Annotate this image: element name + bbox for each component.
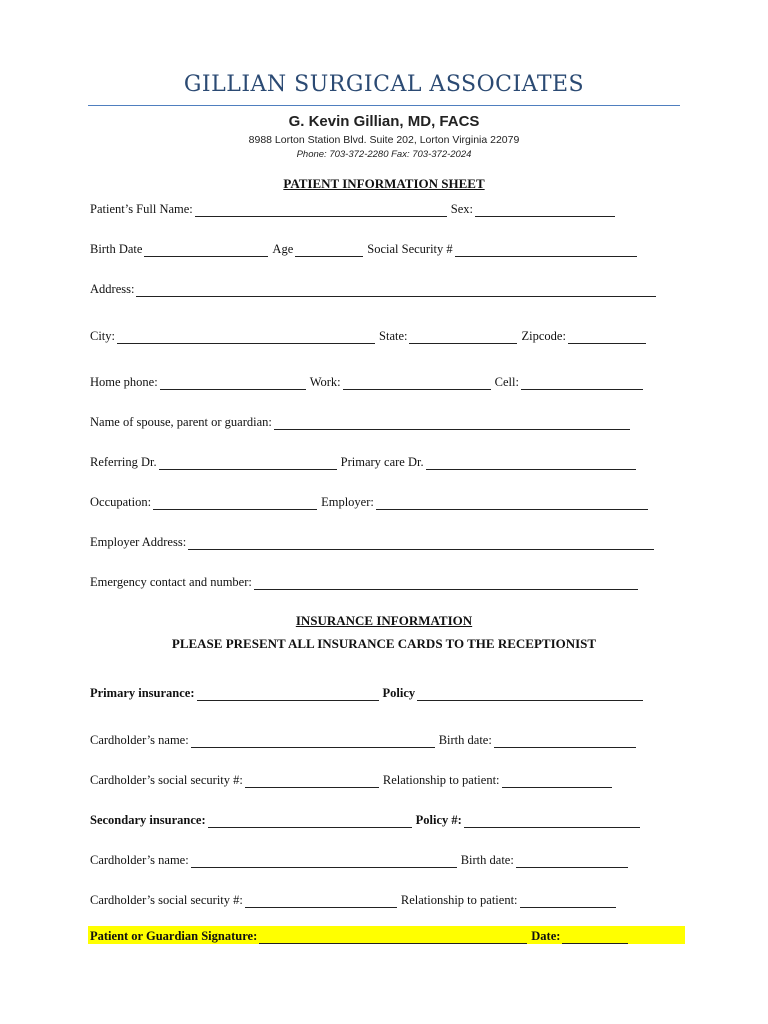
- policy-number-label: Policy #:: [415, 813, 462, 827]
- work-label: Work:: [309, 375, 341, 389]
- age-field[interactable]: [295, 244, 363, 257]
- employer-address-field[interactable]: [188, 537, 654, 550]
- row-birth-date: [90, 239, 641, 257]
- cardholder-birth-date-field[interactable]: [494, 735, 636, 748]
- home-phone-label: Home phone:: [90, 375, 158, 389]
- cardholder-birth-date-label: Birth date:: [438, 733, 492, 747]
- row-cardholder-name: [90, 730, 640, 748]
- relationship-2-field[interactable]: [520, 895, 616, 908]
- signature-label: Patient or Guardian Signature:: [90, 929, 258, 943]
- row-primary-insurance: [90, 683, 647, 701]
- spouse-field[interactable]: [274, 417, 630, 430]
- secondary-insurance-label: Secondary insurance:: [90, 813, 206, 827]
- employer-address-label: Employer Address:: [90, 535, 187, 549]
- office-address: 8988 Lorton Station Blvd. Suite 202, Lorton Virginia 22079: [248, 134, 520, 146]
- row-address: [90, 279, 660, 297]
- cardholder-ssn-field[interactable]: [245, 775, 379, 788]
- relationship-label: Relationship to patient:: [382, 773, 500, 787]
- cardholder-ssn-2-label: Cardholder’s social security #:: [90, 893, 243, 907]
- cardholder-birth-date-2-label: Birth date:: [460, 853, 514, 867]
- row-employer-address: [90, 532, 658, 550]
- home-phone-field[interactable]: [160, 377, 306, 390]
- referring-dr-field[interactable]: [159, 457, 337, 470]
- row-full-name: [90, 199, 619, 217]
- cardholder-ssn-2-field[interactable]: [245, 895, 397, 908]
- occupation-field[interactable]: [153, 497, 317, 510]
- birth-date-label: Birth Date: [90, 242, 143, 256]
- org-name: GILLIAN SURGICAL ASSOCIATES: [183, 72, 585, 97]
- relationship-2-label: Relationship to patient:: [400, 893, 518, 907]
- birth-date-field[interactable]: [144, 244, 268, 257]
- cell-phone-field[interactable]: [521, 377, 643, 390]
- row-city: [90, 326, 650, 344]
- row-phones: [90, 372, 647, 390]
- policy-field[interactable]: [417, 688, 643, 701]
- signature-field[interactable]: [259, 931, 527, 944]
- city-label: City:: [90, 329, 116, 343]
- signature-date-field[interactable]: [562, 931, 628, 944]
- signature-date-label: Date:: [531, 929, 561, 943]
- full-name-label: Patient’s Full Name:: [90, 202, 193, 216]
- phone-fax: Phone: 703-372-2280 Fax: 703-372-2024: [296, 149, 472, 160]
- policy-number-field[interactable]: [464, 815, 640, 828]
- spouse-label: Name of spouse, parent or guardian:: [90, 415, 272, 429]
- employer-label: Employer:: [321, 495, 374, 509]
- cardholder-name-field[interactable]: [191, 735, 435, 748]
- cardholder-name-2-field[interactable]: [191, 855, 457, 868]
- state-label: State:: [379, 329, 408, 343]
- secondary-insurance-field[interactable]: [208, 815, 412, 828]
- zipcode-label: Zipcode:: [521, 329, 566, 343]
- city-field[interactable]: [117, 331, 375, 344]
- relationship-field[interactable]: [502, 775, 612, 788]
- age-label: Age: [272, 242, 294, 256]
- row-cardholder-ssn-2: [90, 890, 620, 908]
- header-divider: [88, 105, 680, 106]
- row-emergency: [90, 572, 642, 590]
- address-label: Address:: [90, 282, 135, 296]
- full-name-field[interactable]: [195, 204, 447, 217]
- row-signature: [90, 926, 632, 944]
- row-cardholder-ssn: [90, 770, 616, 788]
- row-doctors: [90, 452, 640, 470]
- insurance-heading: INSURANCE INFORMATION: [295, 613, 473, 628]
- cardholder-ssn-label: Cardholder’s social security #:: [90, 773, 243, 787]
- address-field[interactable]: [136, 284, 656, 297]
- referring-dr-label: Referring Dr.: [90, 455, 157, 469]
- zipcode-field[interactable]: [568, 331, 646, 344]
- insurance-notice: PLEASE PRESENT ALL INSURANCE CARDS TO THE RECEPTIONIST: [171, 636, 597, 651]
- primary-care-label: Primary care Dr.: [340, 455, 424, 469]
- emergency-label: Emergency contact and number:: [90, 575, 252, 589]
- row-occupation: [90, 492, 652, 510]
- cardholder-birth-date-2-field[interactable]: [516, 855, 628, 868]
- row-secondary-insurance: [90, 810, 644, 828]
- doctor-name: G. Kevin Gillian, MD, FACS: [288, 113, 480, 130]
- employer-field[interactable]: [376, 497, 648, 510]
- primary-insurance-label: Primary insurance:: [90, 686, 195, 700]
- occupation-label: Occupation:: [90, 495, 152, 509]
- row-spouse: [90, 412, 634, 430]
- policy-label: Policy: [382, 686, 416, 700]
- cardholder-name-label: Cardholder’s name:: [90, 733, 189, 747]
- cardholder-name-2-label: Cardholder’s name:: [90, 853, 189, 867]
- state-field[interactable]: [409, 331, 517, 344]
- ssn-label: Social Security #: [367, 242, 453, 256]
- work-phone-field[interactable]: [343, 377, 491, 390]
- emergency-field[interactable]: [254, 577, 638, 590]
- cell-label: Cell:: [494, 375, 519, 389]
- primary-insurance-field[interactable]: [197, 688, 379, 701]
- ssn-field[interactable]: [455, 244, 637, 257]
- primary-care-field[interactable]: [426, 457, 636, 470]
- sex-label: Sex:: [450, 202, 474, 216]
- sex-field[interactable]: [475, 204, 615, 217]
- row-cardholder-name-2: [90, 850, 632, 868]
- patient-info-heading: PATIENT INFORMATION SHEET: [283, 176, 485, 191]
